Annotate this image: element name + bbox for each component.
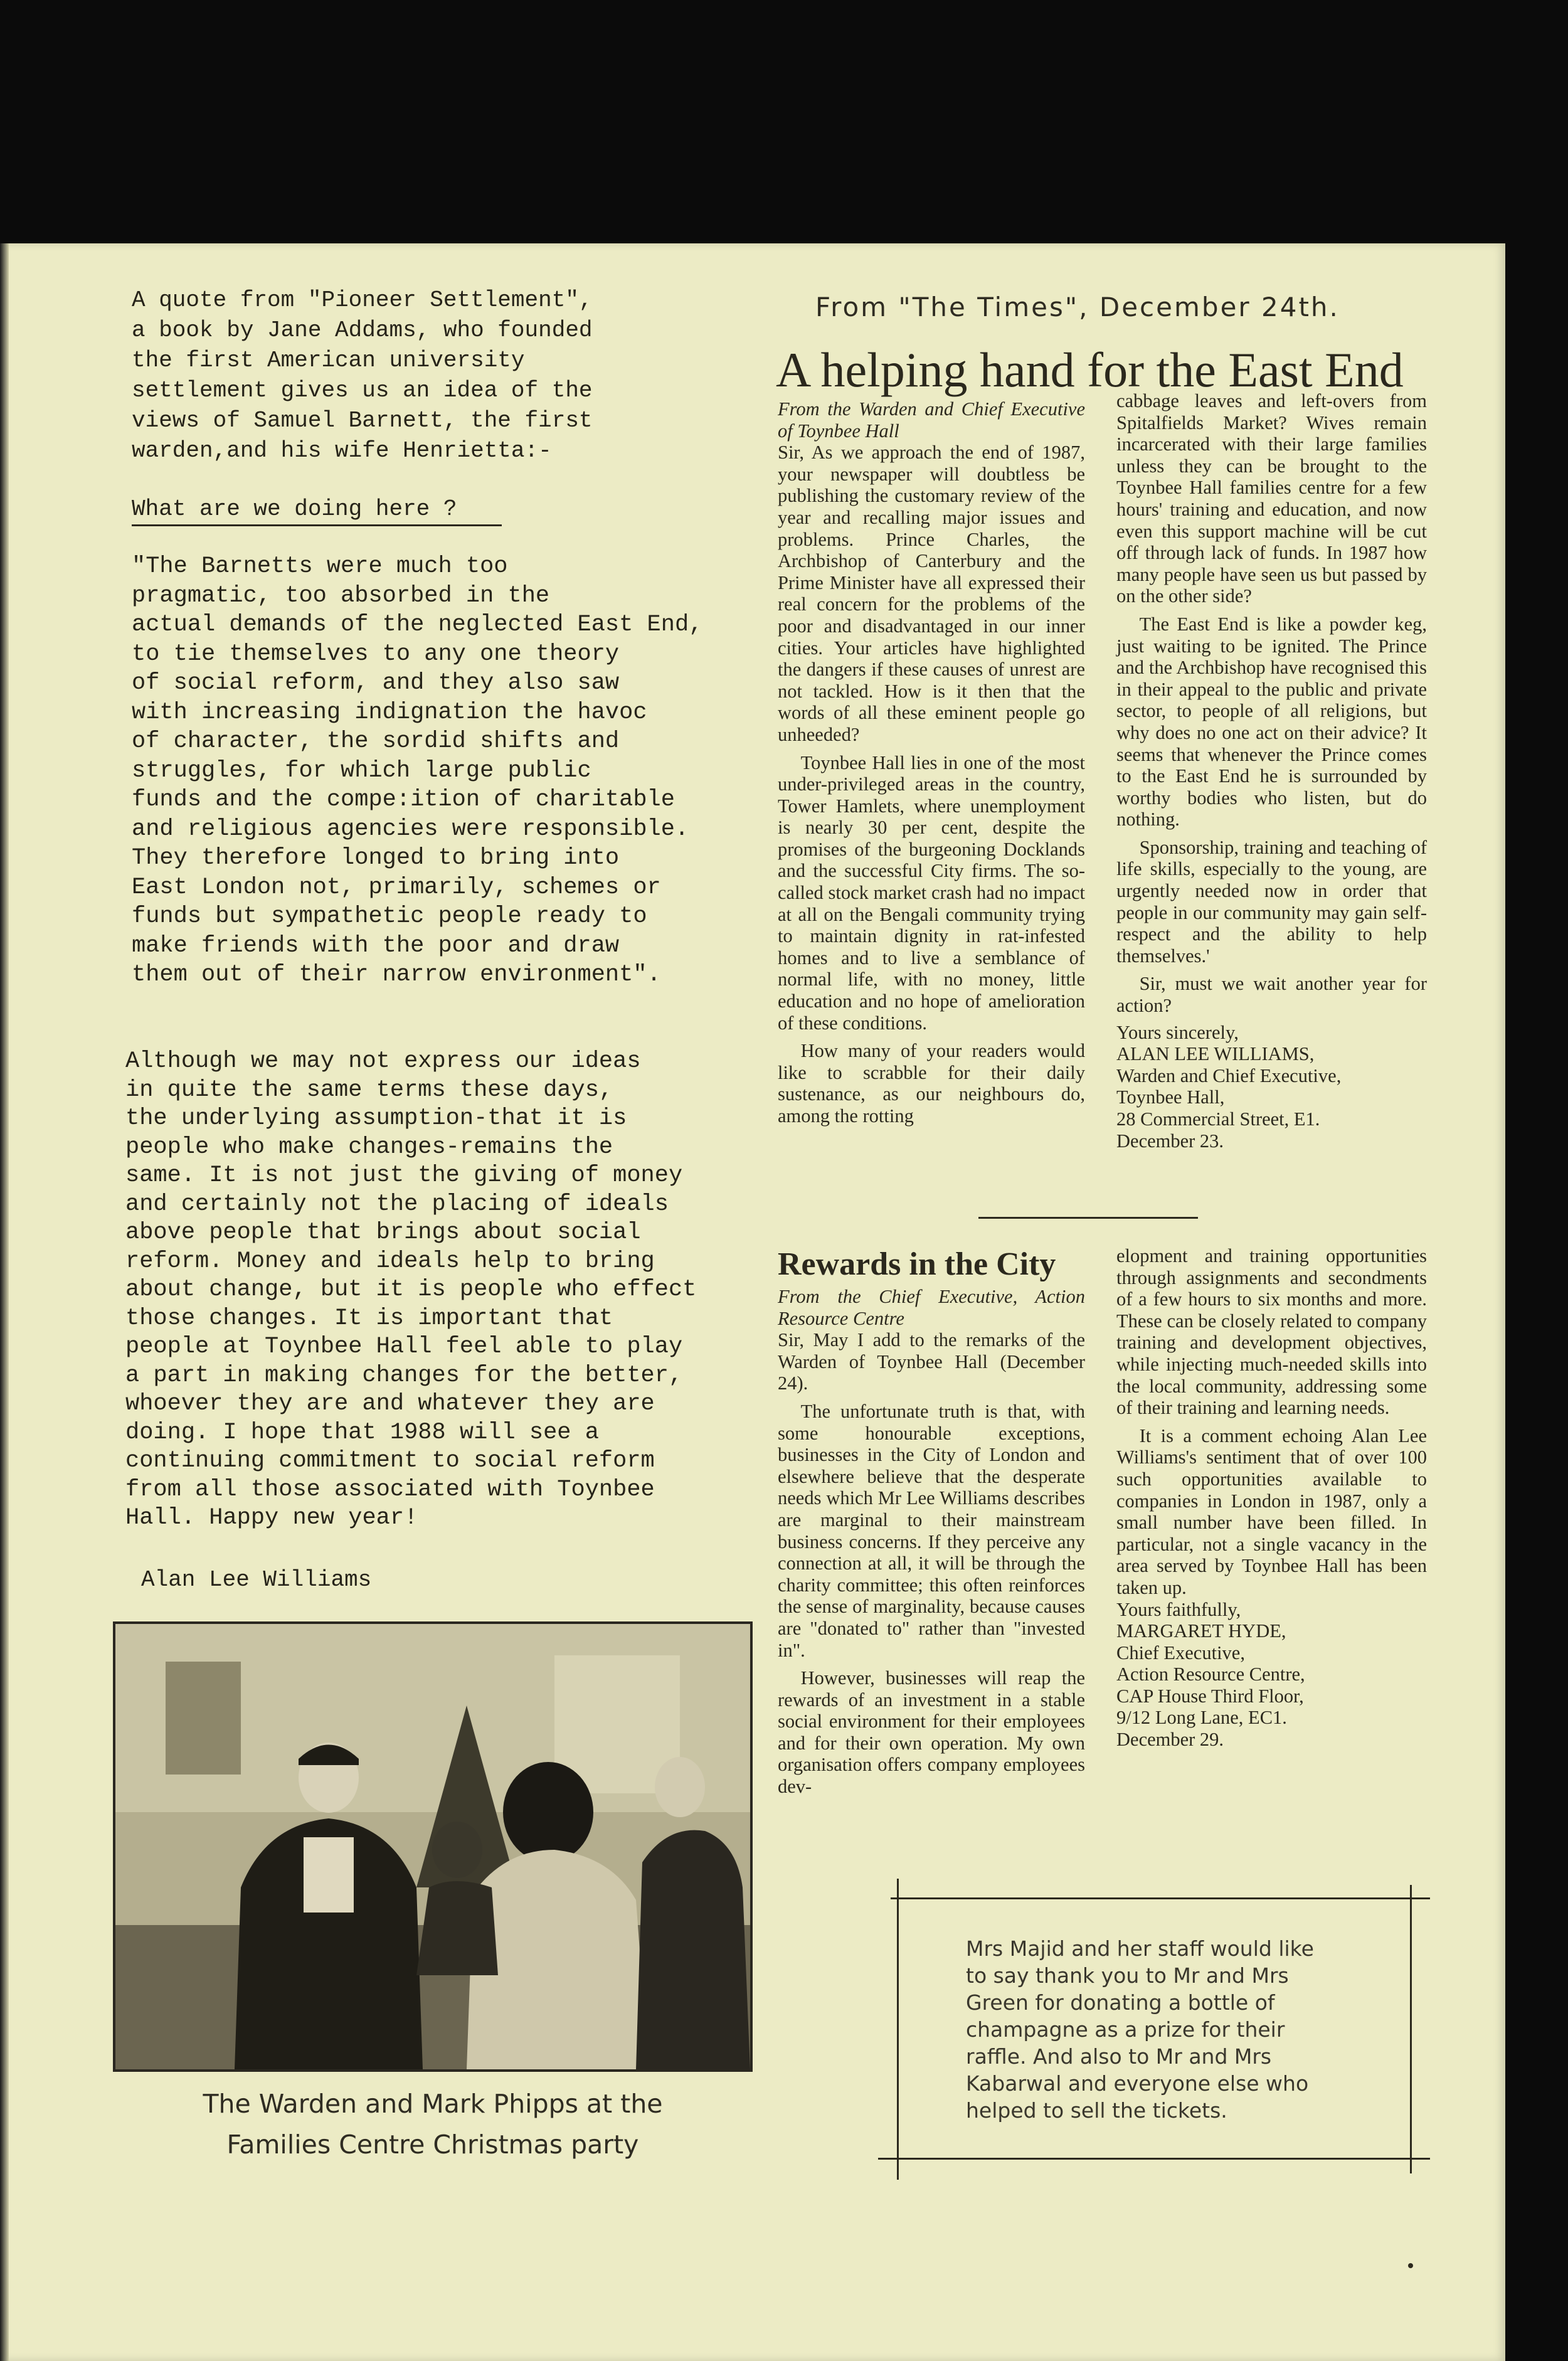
times-paragraph-7: Sir, must we wait another year for action? [1116,973,1427,1017]
party-photo [113,1621,753,2072]
times-sign-address: 28 Commercial Street, E1. [1116,1108,1320,1130]
signature: Alan Lee Williams [141,1567,372,1593]
times-sign-title: Warden and Chief Executive, [1116,1064,1342,1086]
page-gutter [0,243,9,2361]
rewards-paragraph-4: elopment and training opportunities through assignments and secondments of a few hours to six months and more. These can be closely related to company training and development objectives, while injecting much-needed skills into the local community, addressing some of their training and learning needs. [1116,1245,1427,1419]
rewards-sign-title: Chief Executive, [1116,1642,1245,1663]
rewards-paragraph-1: Sir, May I add to the remarks of the Warden of Toynbee Hall (December 24). [778,1329,1085,1394]
headline-helping-hand: A helping hand for the East End [776,342,1404,397]
frame-left [897,1879,899,2180]
frame-top [891,1897,1430,1899]
rewards-letter-column-1 [778,1286,1085,1798]
times-sign-org: Toynbee Hall, [1116,1086,1225,1108]
times-sign-date: December 23. [1116,1130,1224,1152]
rewards-sign-name: MARGARET HYDE, [1116,1620,1286,1642]
times-source-heading: From "The Times", December 24th. [815,292,1340,322]
times-paragraph-5: The East End is like a powder keg, just waiting to be ignited. The Prince and the Archbishop have recognised this in their appeal to the public and private sector, to people of all religions, but why does no one act on their advice? It seems that whenever the Prince comes to the East End he is surrounded by worthy bodies who listen, but do nothing. [1116,613,1427,830]
subheading: What are we doing here ? [132,496,457,522]
times-byline: From the Warden and Chief Executive of Toynbee Hall [778,398,1085,442]
times-signature-block [1116,1022,1427,1152]
page-mark [1408,2263,1413,2268]
thank-you-notice: Mrs Majid and her staff would like to say thank you to Mr and Mrs Green for donating a bottle of champagne as a prize for their raffle. And also to Mr and Mrs Kabarwal and everyone else who helped to sell the tickets. [966,1936,1314,2123]
rewards-letter-column-2 [1116,1245,1427,1751]
rewards-paragraph-3: However, businesses will reap the rewards of an investment in a stable social environment for their employees and for their own operation. My own organisation offers company employees dev- [778,1667,1085,1798]
rewards-sign-date: December 29. [1116,1729,1224,1751]
times-sign-off: Yours sincerely, [1116,1021,1239,1043]
times-paragraph-6: Sponsorship, training and teaching of life skills, especially to the young, are urgently needed now in order that people in our community may gain self-respect and the ability to help themselves.' [1116,836,1427,967]
section-divider [978,1217,1198,1219]
rewards-paragraph-2: The unfortunate truth is that, with some honourable exceptions, businesses in the City of London and elsewhere believe that the desperate needs which Mr Lee Williams describes are marginal to their mainstream business concerns. If they perceive any connection at all, it will be through the charity committee; this often reinforces the sense of marginality, because causes are "donated to" rather than "invested in". [778,1400,1085,1661]
photo-caption-line-1: The Warden and Mark Phipps at the [203,2089,663,2119]
closing-paragraph: Although we may not express our ideas in quite the same terms these days, the underlying assumption-that it is people who make changes-remains the same. It is not just the giving of money and certainly not the placing of ideals above people that brings about social reform. Money and ideals help to bring about change, but it is people who effect those changes. It is important that people at Toynbee Hall feel able to play a part in making changes for the better, whoever they are and whatever they are doing. I hope that 1988 will see a continuing commitment to social reform from all those associated with Toynbee Hall. Happy new year! [125,1048,697,1531]
headline-rewards: Rewards in the City [778,1246,1056,1282]
times-paragraph-2: Toynbee Hall lies in one of the most under-privileged areas in the country, Tower Hamlets, where unemployment is nearly 30 per cent, despite the promises of the burgeoning Docklands and the successful City firms. The so-called stock market crash had no impact at all on the Bengali community trying to maintain dignity in rat-infested homes and to live a semblance of normal life, with no money, little education and no hope of amelioration of these conditions. [778,751,1085,1034]
rewards-sign-org: Action Resource Centre, [1116,1663,1305,1685]
times-paragraph-1: Sir, As we approach the end of 1987, your newspaper will doubtless be publishing the customary review of the year and recalling major issues and problems. Prince Charles, the Archbishop of Canterbury and the Prime Minister have all expressed their real concern for the problems of the poor and disadvantaged in our inner cities. Your articles have highlighted the dangers if these causes of unrest are not tackled. How is it then that the words of all these eminent people go unheeded? [778,442,1085,745]
rewards-sign-address-2: 9/12 Long Lane, EC1. [1116,1707,1287,1729]
photo-caption [113,2084,753,2165]
times-letter-column-1 [778,398,1085,1127]
rewards-sign-address-1: CAP House Third Floor, [1116,1685,1304,1707]
times-letter-column-2 [1116,390,1427,1152]
times-paragraph-4: cabbage leaves and left-overs from Spitalfields Market? Wives remain incarcerated with their large families unless they can be brought to the Toynbee Hall families centre for a few hours' training and education, and now even this support machine will be cut off through lack of funds. In 1987 how many people have seen us but passed by on the other side? [1116,390,1427,607]
rewards-byline: From the Chief Executive, Action Resource Centre [778,1286,1085,1329]
times-paragraph-3: How many of your readers would like to scrabble for their daily sustenance, as our neighbours do, among the rotting [778,1040,1085,1127]
rewards-signature-block [1116,1599,1427,1751]
intro-paragraph: A quote from "Pioneer Settlement", a book by Jane Addams, who founded the first American university settlement gives us an idea of the views of Samuel Barnett, the first warden,and his wife Henrietta:- [132,287,593,464]
barnett-quote: "The Barnetts were much too pragmatic, too absorbed in the actual demands of the neglected East End, to tie themselves to any one theory of social reform, and they also saw with increasing indignation the havoc of character, the sordid shifts and struggles, for which large public funds and the compe:ition of charitable and religious agencies were responsible. They therefore longed to bring into East London not, primarily, schemes or funds but sympathetic people ready to make friends with the poor and draw them out of their narrow environment". [132,553,703,988]
subheading-underline [132,524,502,526]
photo-illustration [115,1624,750,2069]
times-sign-name: ALAN LEE WILLIAMS, [1116,1043,1315,1065]
rewards-sign-off: Yours faithfully, [1116,1598,1241,1620]
photo-caption-line-2: Families Centre Christmas party [226,2130,639,2160]
frame-bottom [878,2158,1430,2160]
rewards-paragraph-5: It is a comment echoing Alan Lee Williams's sentiment that of over 100 such opportunities available to companies in London in 1987, only a small number have been filled. In particular, not a single vacancy in the area served by Toynbee Hall has been taken up. [1116,1425,1427,1598]
frame-right [1410,1885,1412,2173]
